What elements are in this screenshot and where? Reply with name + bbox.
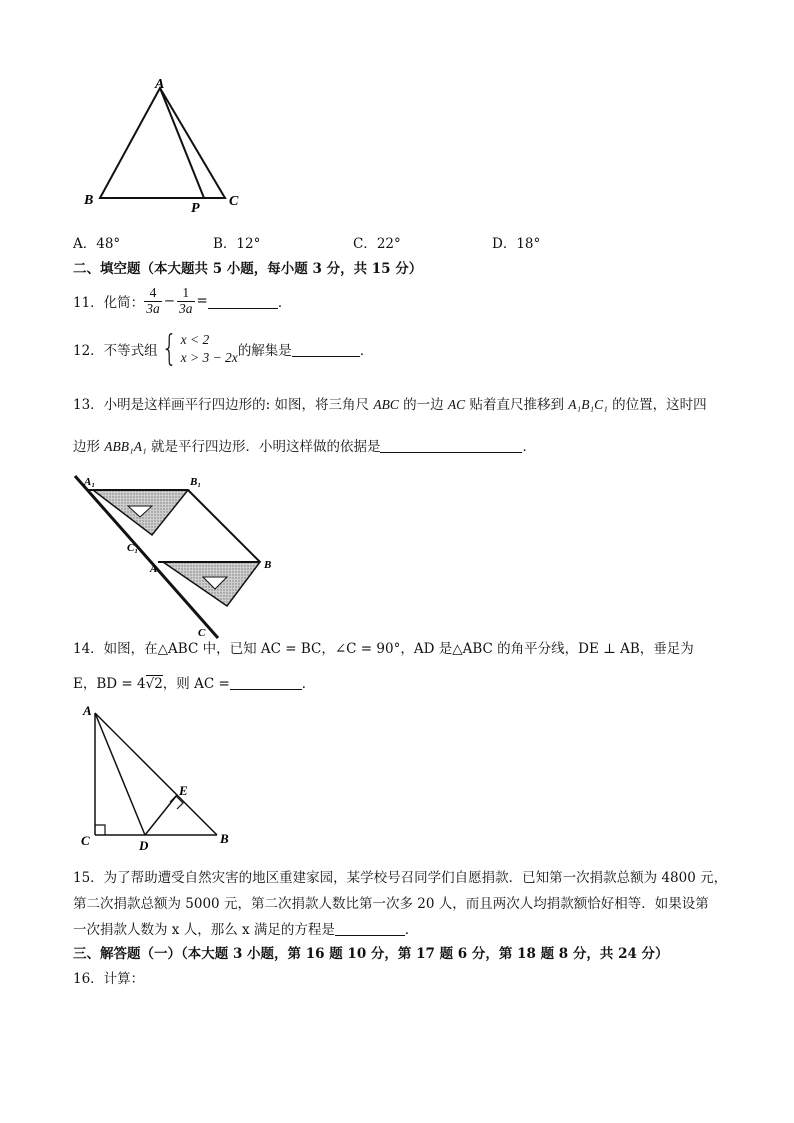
q14-label-e: E [179, 783, 188, 798]
q15-line1: 15．为了帮助遭受自然灾害的地区重建家园，某学校号召同学们自愿捐款．已知第一次捐款总额为 4800 元， [73, 870, 728, 886]
q13-label-a: A [150, 563, 158, 575]
q11-minus: − [163, 293, 175, 309]
q12-end: ． [359, 343, 374, 359]
q13-parallelogram-figure [70, 472, 285, 642]
q13-label-c1: C₁ [127, 542, 139, 554]
q12-suffix: 的解集是 [237, 343, 292, 359]
q10-option-b: B．12° [213, 236, 261, 252]
q12-answer-blank[interactable] [292, 342, 360, 357]
q15-line2: 第二次捐款总额为 5000 元，第二次捐款人数比第一次多 20 人，而且两次人均捐款额恰好相等．如果设第 [73, 896, 709, 912]
q11-fraction-1: $\frac{4}{3a}$ [146, 285, 160, 316]
q12-inequality-2: x > 3 − 2x [180, 350, 238, 365]
q10-option-c: C．22° [353, 236, 401, 252]
section2-heading: 二、填空题（本大题共 5 小题，每小题 3 分，共 15 分） [73, 261, 423, 277]
q12 [73, 326, 373, 372]
q13-line1: 13．小明是这样画平行四边形的: 如图，将三角尺 ABC 的一边 AC 贴着直尺推移到 A₁B₁C₁ 的位置，这时四 [73, 397, 707, 413]
q12-system [181, 331, 238, 367]
q11-fraction-2: $\frac{1}{3a}$ [179, 285, 193, 316]
q10-label-c: C [229, 194, 239, 209]
q16-text: 16．计算： [73, 971, 145, 987]
q12-prefix: 12．不等式组 [73, 343, 158, 359]
q13-line2: 边形 ABB₁A₁ 就是平行四边形．小明这样做的依据是 ． [73, 439, 536, 455]
q13-answer-blank[interactable] [380, 438, 522, 453]
q14-line1: 14．如图，在△ABC 中，已知 AC = BC，∠C = 90°，AD 是△ABC 的角平分线，DE ⊥ AB，垂足为 [73, 641, 694, 657]
q11 [73, 281, 291, 321]
q15-line3: 一次捐款人数为 x 人，那么 x 满足的方程是 ． [73, 922, 419, 938]
q14-answer-blank[interactable] [230, 675, 302, 690]
q10-triangle-figure [75, 75, 255, 215]
q10-label-a: A [155, 77, 165, 92]
q14-label-c: C [81, 833, 90, 848]
q11-answer-blank[interactable] [208, 294, 278, 309]
q11-equals: = [196, 293, 208, 309]
q13-label-b1: B₁ [190, 476, 202, 488]
q11-prefix: 11．化简： [73, 295, 145, 311]
q10-label-p: P [191, 201, 200, 215]
q14-right-triangle-figure [75, 700, 245, 850]
q13-label-b: B [264, 559, 272, 571]
q14-label-a: A [83, 703, 92, 718]
q10-option-d: D．18° [492, 236, 541, 252]
q15-answer-blank[interactable] [335, 921, 405, 936]
q12-brace: { [161, 328, 178, 369]
q14-line2: E，BD = 4√2，则 AC = ． [73, 676, 316, 692]
q13-label-a1: A₁ [84, 476, 96, 488]
section3-heading: 三、解答题（一）（本大题 3 小题，第 16 题 10 分，第 17 题 6 分，第 18 题 8 分，共 24 分） [73, 946, 669, 962]
q12-inequality-1: x < 2 [180, 331, 210, 347]
q14-label-b: B [220, 831, 229, 846]
q11-end: ． [277, 295, 292, 311]
q10-label-b: B [84, 193, 94, 208]
q10-option-a: A．48° [73, 236, 121, 252]
q14-label-d: D [139, 838, 149, 850]
q13-label-c: C [198, 627, 206, 639]
